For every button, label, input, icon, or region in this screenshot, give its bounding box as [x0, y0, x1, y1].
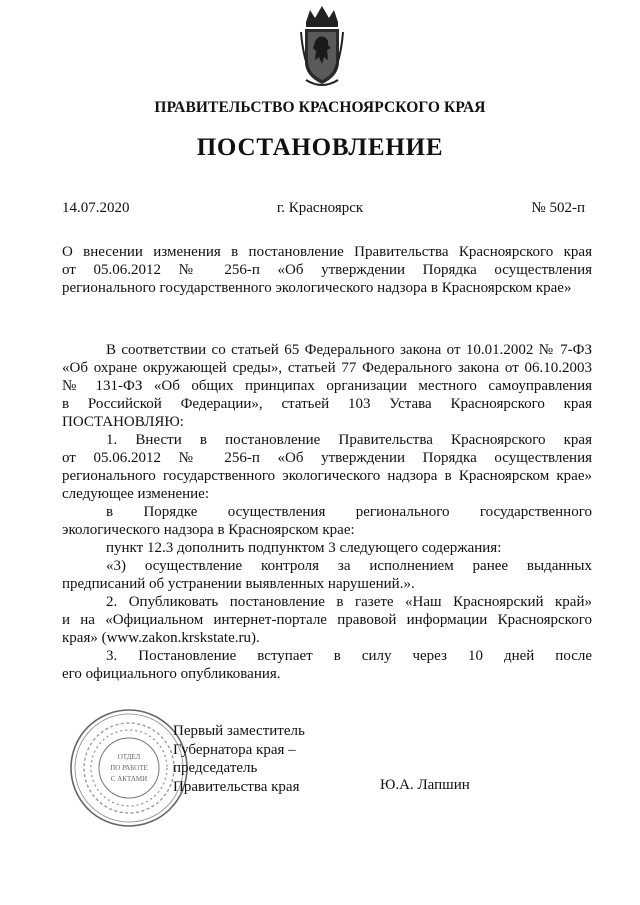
document-subject [62, 243, 592, 297]
signatory-position-line: председатель [173, 760, 258, 776]
body-line: № 131-ФЗ «Об общих принципах организации местного самоуправления [62, 378, 592, 394]
body-line: «3) осуществление контроля за исполнением ранее выданных [106, 558, 592, 574]
document-number: № 502-п [531, 200, 585, 216]
body-line: от 05.06.2012 № 256-п «Об утверждении Порядка осуществления [62, 450, 592, 466]
body-line: его официального опубликования. [62, 666, 281, 682]
document-city: г. Красноярск [276, 200, 364, 216]
body-line: экологического надзора в Красноярском крае: [62, 522, 355, 538]
signatory-position-line: Губернатора края – [173, 741, 296, 758]
body-line: и на «Официальном интернет-портале правовой информации Красноярского [62, 612, 592, 628]
body-line: регионального государственного экологического надзора в Красноярском крае» [62, 468, 592, 484]
round-seal-stamp-icon [68, 707, 190, 829]
government-name: ПРАВИТЕЛЬСТВО КРАСНОЯРСКОГО КРАЯ [154, 99, 486, 116]
document-body [62, 341, 592, 683]
body-line: «Об охране окружающей среды», статьей 77 Федерального закона от 06.10.2003 [62, 360, 592, 376]
stamp-text: С АКТАМИ [110, 775, 148, 783]
signatory-position [173, 722, 305, 796]
signatory-name: Ю.А. Лапшин [380, 777, 470, 793]
subject-line: регионального государственного экологического надзора в Красноярском крае» [62, 280, 572, 296]
body-line: В соответствии со статьей 65 Федерального закона от 10.01.2002 № 7-ФЗ [106, 342, 592, 358]
body-line: пункт 12.3 дополнить подпунктом 3 следующего содержания: [106, 540, 502, 556]
body-line: в Порядке осуществления регионального государственного [106, 504, 592, 520]
body-line: 2. Опубликовать постановление в газете «Наш Красноярский край» [106, 594, 592, 610]
body-line: края» (www.zakon.krskstate.ru). [62, 630, 260, 646]
stamp-text: ОТДЕЛ [117, 753, 141, 761]
subject-line: от 05.06.2012 № 256-п «Об утверждении Порядка осуществления [62, 262, 592, 278]
coat-of-arms-icon [300, 2, 344, 88]
body-line: предписаний об устранении выявленных нарушений.». [62, 576, 415, 592]
stamp-text: ПО РАБОТЕ [110, 764, 148, 772]
subject-line: О внесении изменения в постановление Правительства Красноярского края [62, 244, 592, 260]
signatory-position-line: Правительства края [173, 778, 300, 795]
body-line: 3. Постановление вступает в силу через 10 дней после [106, 648, 592, 664]
body-line: следующее изменение: [62, 486, 210, 502]
body-line: 1. Внести в постановление Правительства Красноярского края [106, 432, 592, 448]
body-line: в Российской Федерации», статьей 103 Устава Красноярского края [62, 396, 592, 412]
document-title: ПОСТАНОВЛЕНИЕ [196, 134, 444, 161]
body-line: ПОСТАНОВЛЯЮ: [62, 414, 184, 430]
signatory-position-line: Первый заместитель [173, 723, 305, 739]
document-date: 14.07.2020 [62, 200, 130, 216]
